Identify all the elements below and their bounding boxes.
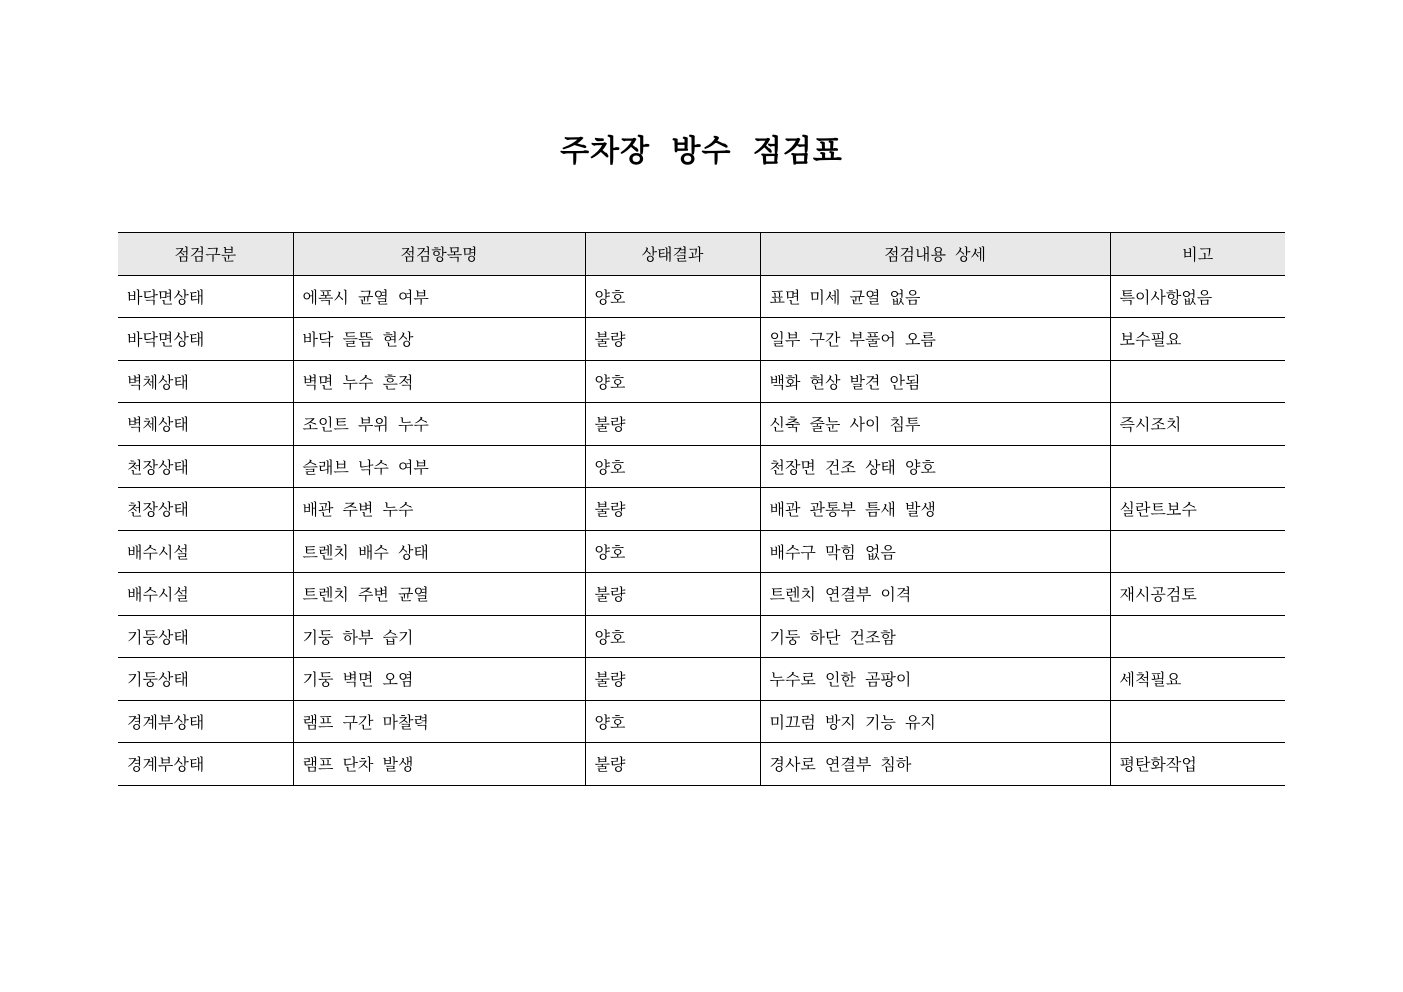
- cell-status: 양호: [585, 360, 760, 403]
- cell-status: 불량: [585, 488, 760, 531]
- cell-detail: 신축 줄눈 사이 침투: [760, 403, 1110, 446]
- cell-remarks: [1110, 360, 1285, 403]
- cell-item-name: 에폭시 균열 여부: [293, 275, 585, 318]
- table-row: [118, 318, 1285, 361]
- cell-remarks: [1110, 530, 1285, 573]
- cell-status: 불량: [585, 318, 760, 361]
- cell-status: 양호: [585, 275, 760, 318]
- cell-remarks: 세척필요: [1110, 658, 1285, 701]
- cell-item-name: 배관 주변 누수: [293, 488, 585, 531]
- cell-detail: 천장면 건조 상태 양호: [760, 445, 1110, 488]
- cell-category: 기둥상태: [118, 615, 293, 658]
- cell-remarks: 평탄화작업: [1110, 743, 1285, 786]
- table-row: [118, 530, 1285, 573]
- cell-detail: 트렌치 연결부 이격: [760, 573, 1110, 616]
- cell-item-name: 램프 구간 마찰력: [293, 700, 585, 743]
- cell-status: 양호: [585, 700, 760, 743]
- cell-item-name: 트렌치 주변 균열: [293, 573, 585, 616]
- table-row: [118, 658, 1285, 701]
- cell-status: 불량: [585, 743, 760, 786]
- table-row: [118, 488, 1285, 531]
- cell-item-name: 슬래브 낙수 여부: [293, 445, 585, 488]
- cell-status: 불량: [585, 403, 760, 446]
- cell-remarks: 특이사항없음: [1110, 275, 1285, 318]
- cell-category: 배수시설: [118, 573, 293, 616]
- cell-category: 경계부상태: [118, 700, 293, 743]
- cell-detail: 일부 구간 부풀어 오름: [760, 318, 1110, 361]
- cell-status: 불량: [585, 658, 760, 701]
- header-remarks: 비고: [1110, 233, 1285, 276]
- table-row: [118, 445, 1285, 488]
- cell-detail: 배관 관통부 틈새 발생: [760, 488, 1110, 531]
- cell-category: 경계부상태: [118, 743, 293, 786]
- cell-detail: 표면 미세 균열 없음: [760, 275, 1110, 318]
- cell-remarks: 실란트보수: [1110, 488, 1285, 531]
- table-row: [118, 573, 1285, 616]
- cell-detail: 누수로 인한 곰팡이: [760, 658, 1110, 701]
- cell-remarks: [1110, 700, 1285, 743]
- cell-category: 배수시설: [118, 530, 293, 573]
- cell-item-name: 조인트 부위 누수: [293, 403, 585, 446]
- cell-remarks: [1110, 615, 1285, 658]
- cell-item-name: 램프 단차 발생: [293, 743, 585, 786]
- table-row: [118, 360, 1285, 403]
- cell-category: 바닥면상태: [118, 318, 293, 361]
- cell-status: 양호: [585, 615, 760, 658]
- cell-item-name: 기둥 벽면 오염: [293, 658, 585, 701]
- cell-remarks: 재시공검토: [1110, 573, 1285, 616]
- header-item-name: 점검항목명: [293, 233, 585, 276]
- cell-category: 기둥상태: [118, 658, 293, 701]
- table-row: [118, 700, 1285, 743]
- cell-status: 양호: [585, 530, 760, 573]
- cell-remarks: [1110, 445, 1285, 488]
- cell-status: 양호: [585, 445, 760, 488]
- cell-detail: 배수구 막힘 없음: [760, 530, 1110, 573]
- table-row: [118, 743, 1285, 786]
- cell-category: 천장상태: [118, 445, 293, 488]
- table-row: [118, 403, 1285, 446]
- cell-item-name: 트렌치 배수 상태: [293, 530, 585, 573]
- cell-item-name: 벽면 누수 흔적: [293, 360, 585, 403]
- cell-remarks: 보수필요: [1110, 318, 1285, 361]
- table-row: [118, 275, 1285, 318]
- header-detail: 점검내용 상세: [760, 233, 1110, 276]
- cell-category: 바닥면상태: [118, 275, 293, 318]
- cell-detail: 백화 현상 발견 안됨: [760, 360, 1110, 403]
- header-status-result: 상태결과: [585, 233, 760, 276]
- inspection-table: [118, 232, 1285, 786]
- table-row: [118, 615, 1285, 658]
- header-category: 점검구분: [118, 233, 293, 276]
- cell-category: 벽체상태: [118, 360, 293, 403]
- cell-item-name: 기둥 하부 습기: [293, 615, 585, 658]
- header-row: [118, 233, 1285, 276]
- cell-status: 불량: [585, 573, 760, 616]
- cell-category: 천장상태: [118, 488, 293, 531]
- cell-item-name: 바닥 들뜸 현상: [293, 318, 585, 361]
- document-title: 주차장 방수 점검표: [560, 134, 843, 170]
- cell-detail: 기둥 하단 건조함: [760, 615, 1110, 658]
- cell-detail: 경사로 연결부 침하: [760, 743, 1110, 786]
- cell-detail: 미끄럼 방지 기능 유지: [760, 700, 1110, 743]
- cell-remarks: 즉시조치: [1110, 403, 1285, 446]
- cell-category: 벽체상태: [118, 403, 293, 446]
